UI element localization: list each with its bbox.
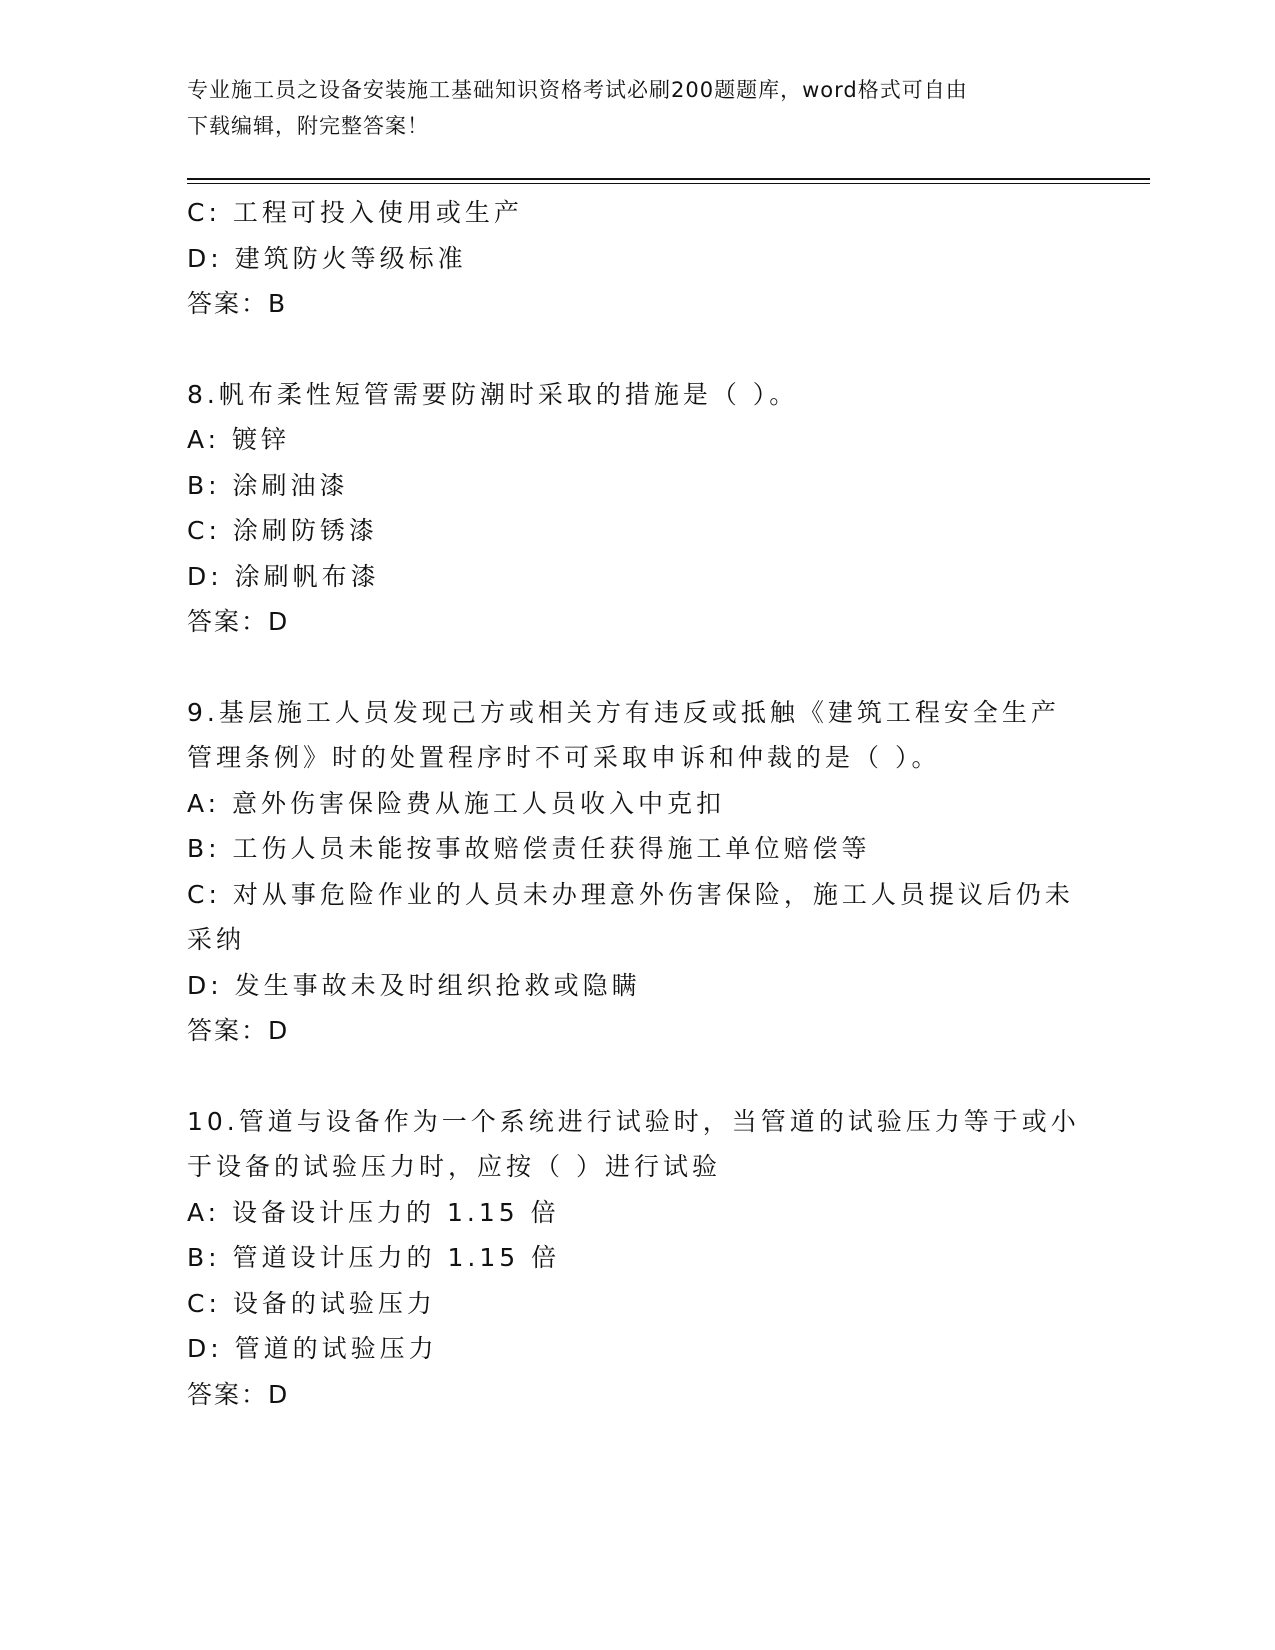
option-d: D: 发生事故未及时组织抢救或隐瞒 — [187, 970, 641, 1000]
question-stem-line-1: 10.管道与设备作为一个系统进行试验时，当管道的试验压力等于或小 — [187, 1106, 1080, 1136]
option-c: C: 工程可投入使用或生产 — [187, 198, 523, 227]
option-a: A: 设备设计压力的 1.15 倍 — [187, 1197, 560, 1227]
answer-line: 答案：D — [187, 607, 290, 636]
answer-line: 答案：D — [187, 1016, 290, 1045]
question-10 — [187, 1099, 1087, 1418]
question-stem: 8.帆布柔性短管需要防潮时采取的措施是（ ）。 — [187, 379, 799, 409]
option-c: C: 设备的试验压力 — [187, 1288, 436, 1318]
answer-line: 答案：D — [187, 1379, 290, 1409]
header-divider-thick — [187, 178, 1150, 180]
option-b: B: 涂刷油漆 — [187, 470, 349, 500]
header-divider-thin — [187, 183, 1150, 184]
header-line-1: 专业施工员之设备安装施工基础知识资格考试必刷200题题库，word格式可自由 — [187, 78, 968, 102]
option-a: A: 意外伤害保险费从施工人员收入中克扣 — [187, 788, 726, 818]
header-line-2: 下载编辑，附完整答案！ — [187, 114, 429, 138]
option-d: D: 管道的试验压力 — [187, 1334, 438, 1363]
question-9 — [187, 690, 1087, 1054]
option-d: D: 建筑防火等级标准 — [187, 243, 467, 273]
option-b: B: 管道设计压力的 1.15 倍 — [187, 1243, 561, 1272]
option-c-line-1: C: 对从事危险作业的人员未办理意外伤害保险，施工人员提议后仍未 — [187, 879, 1074, 909]
question-stem-line-1: 9.基层施工人员发现己方或相关方有违反或抵触《建筑工程安全生产 — [187, 697, 1060, 727]
question-7-continued — [187, 190, 1087, 327]
option-d: D: 涂刷帆布漆 — [187, 561, 380, 591]
option-a: A: 镀锌 — [187, 425, 291, 454]
document-header — [187, 72, 1087, 144]
answer-line: 答案：B — [187, 289, 288, 318]
question-stem-line-2: 管理条例》时的处置程序时不可采取申诉和仲裁的是（ ）。 — [187, 743, 941, 772]
document-body — [187, 190, 1087, 1417]
spacer — [187, 645, 1087, 690]
option-b: B: 工伤人员未能按事故赔偿责任获得施工单位赔偿等 — [187, 834, 871, 863]
question-8 — [187, 372, 1087, 645]
question-stem-line-2: 于设备的试验压力时，应按（ ）进行试验 — [187, 1152, 721, 1181]
spacer — [187, 327, 1087, 372]
option-c-line-2: 采纳 — [187, 925, 246, 954]
option-c: C: 涂刷防锈漆 — [187, 516, 378, 545]
spacer — [187, 1054, 1087, 1099]
